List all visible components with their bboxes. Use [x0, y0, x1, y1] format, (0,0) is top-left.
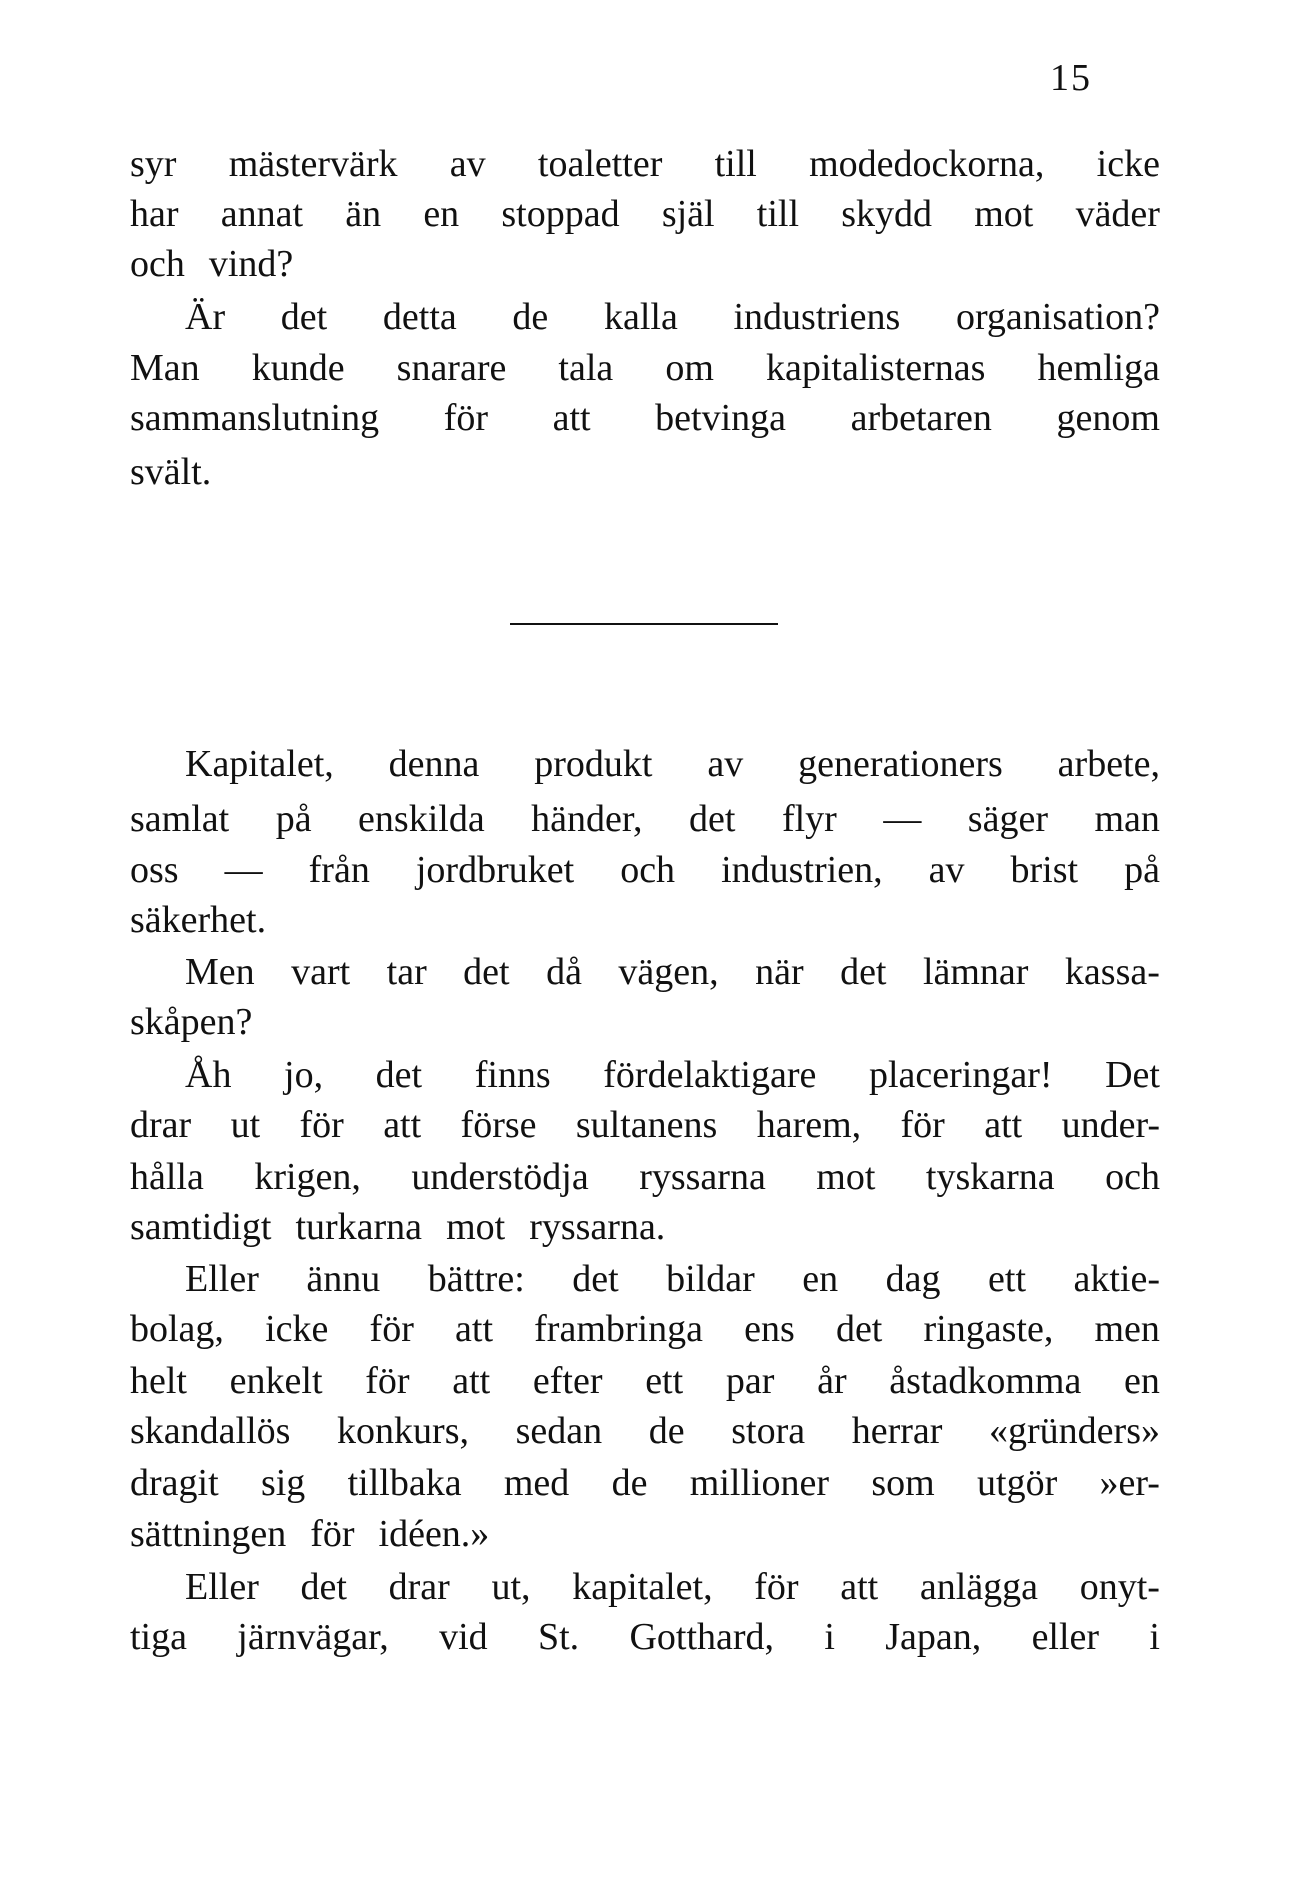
word: lämnar: [922, 951, 1029, 993]
word: St.: [537, 1616, 580, 1658]
word: —: [883, 798, 922, 840]
word: Gotthard,: [629, 1616, 775, 1658]
word: år: [817, 1360, 847, 1402]
word: oss: [130, 849, 179, 891]
text-line: [130, 1456, 1160, 1510]
word: till: [714, 143, 757, 185]
word: mot: [974, 193, 1034, 235]
word: för: [443, 397, 488, 439]
word: skandallös: [130, 1410, 291, 1452]
word: de: [611, 1462, 648, 1504]
word: detta: [382, 296, 457, 338]
word: i: [1149, 1616, 1160, 1658]
word: jordbruket: [415, 849, 575, 891]
word: man: [1094, 798, 1160, 840]
word: herrar: [851, 1410, 943, 1452]
word: en: [1124, 1360, 1160, 1402]
text-line: [130, 1200, 1160, 1254]
word: konkurs,: [337, 1410, 469, 1452]
text-line: [185, 737, 1160, 791]
word: svält.: [130, 451, 212, 493]
word: tar: [386, 951, 427, 993]
word: en: [423, 193, 460, 235]
text-line: [130, 237, 1160, 291]
word: väder: [1075, 193, 1160, 235]
word: ett: [988, 1258, 1026, 1300]
word: ryssarna: [639, 1156, 766, 1198]
word: att: [840, 1566, 879, 1608]
word: åstadkomma: [889, 1360, 1082, 1402]
text-line: [130, 1150, 1160, 1204]
word: de: [648, 1410, 685, 1452]
text-line: [130, 1507, 1160, 1561]
word: understödja: [411, 1156, 589, 1198]
word: krigen,: [254, 1156, 361, 1198]
word: Är: [185, 296, 226, 338]
word: sedan: [515, 1410, 603, 1452]
word: för: [310, 1513, 355, 1555]
word: «gründers»: [989, 1410, 1160, 1452]
word: Man: [130, 347, 200, 389]
text-line: [130, 792, 1160, 846]
word: det: [689, 798, 736, 840]
text-line: [185, 945, 1160, 999]
word: kapitalet,: [572, 1566, 713, 1608]
word: toaletter: [537, 143, 663, 185]
word: förse: [460, 1104, 537, 1146]
word: säkerhet.: [130, 899, 267, 941]
word: tala: [558, 347, 614, 389]
word: kalla: [603, 296, 678, 338]
word: snarare: [396, 347, 507, 389]
word: för: [900, 1104, 945, 1146]
word: stoppad: [501, 193, 620, 235]
word: mot: [816, 1156, 876, 1198]
word: harem,: [756, 1104, 862, 1146]
text-line: [130, 1610, 1160, 1664]
word: under-: [1061, 1104, 1160, 1146]
word: brist: [1010, 849, 1079, 891]
section-divider: [510, 623, 778, 625]
word: placeringar!: [868, 1054, 1053, 1096]
word: arbetaren: [850, 397, 992, 439]
text-line: [130, 995, 1160, 1049]
word: sultanens: [575, 1104, 718, 1146]
word: skydd: [841, 193, 933, 235]
word: arbete,: [1057, 743, 1160, 785]
word: aktie-: [1073, 1258, 1160, 1300]
word: ryssarna.: [529, 1206, 666, 1248]
word: kapitalisternas: [765, 347, 986, 389]
word: millioner: [689, 1462, 830, 1504]
word: Eller: [185, 1566, 259, 1608]
word: på: [1124, 849, 1160, 891]
word: av: [707, 743, 744, 785]
word: tillbaka: [347, 1462, 462, 1504]
word: betvinga: [655, 397, 786, 439]
word: bildar: [666, 1258, 755, 1300]
text-line: [130, 1098, 1160, 1152]
word: kunde: [251, 347, 345, 389]
word: denna: [388, 743, 480, 785]
word: hålla: [130, 1156, 204, 1198]
word: att: [984, 1104, 1023, 1146]
word: fördelaktigare: [603, 1054, 817, 1096]
word: en: [802, 1258, 839, 1300]
word: som: [871, 1462, 935, 1504]
text-line: [130, 1302, 1160, 1356]
word: ringaste,: [923, 1308, 1054, 1350]
word: samtidigt: [130, 1206, 272, 1248]
word: det: [375, 1054, 423, 1096]
word: helt: [130, 1360, 187, 1402]
word: frambringa: [534, 1308, 703, 1350]
word: järnvägar,: [237, 1616, 389, 1658]
text-line: [130, 341, 1160, 395]
word: från: [308, 849, 370, 891]
word: icke: [265, 1308, 329, 1350]
page-number: 15: [1050, 57, 1092, 99]
text-line: [130, 391, 1160, 445]
text-line: [185, 1048, 1160, 1102]
word: för: [299, 1104, 344, 1146]
word: det: [463, 951, 510, 993]
word: Eller: [185, 1258, 259, 1300]
word: flyr: [781, 798, 837, 840]
word: kassa-: [1064, 951, 1160, 993]
word: och: [620, 849, 676, 891]
word: vind?: [208, 243, 294, 285]
word: drar: [388, 1566, 450, 1608]
word: industrien,: [721, 849, 883, 891]
word: eller: [1031, 1616, 1100, 1658]
word: sammanslutning: [130, 397, 380, 439]
word: idéen.»: [378, 1513, 490, 1555]
text-line: [130, 445, 1160, 499]
word: dag: [885, 1258, 941, 1300]
text-line: [130, 843, 1160, 897]
word: har: [130, 193, 179, 235]
word: »er-: [1099, 1462, 1160, 1504]
text-line: [185, 1560, 1160, 1614]
text-line: [185, 1252, 1160, 1306]
word: Men: [185, 951, 255, 993]
word: och: [130, 243, 185, 285]
word: turkarna: [295, 1206, 423, 1248]
word: på: [275, 798, 312, 840]
text-line: [130, 1354, 1160, 1408]
word: enkelt: [229, 1360, 323, 1402]
word: drar: [130, 1104, 192, 1146]
word: stora: [731, 1410, 806, 1452]
word: —: [224, 849, 263, 891]
word: par: [725, 1360, 775, 1402]
word: i: [824, 1616, 835, 1658]
word: av: [928, 849, 965, 891]
word: att: [383, 1104, 422, 1146]
word: då: [546, 951, 582, 993]
word: ut,: [491, 1566, 531, 1608]
word: Det: [1105, 1054, 1160, 1096]
word: de: [512, 296, 549, 338]
word: vart: [291, 951, 351, 993]
word: Japan,: [885, 1616, 982, 1658]
word: vägen,: [618, 951, 719, 993]
word: Åh: [185, 1054, 232, 1096]
word: samlat: [130, 798, 230, 840]
word: mästervärk: [228, 143, 398, 185]
text-line: [130, 1404, 1160, 1458]
word: sig: [260, 1462, 306, 1504]
word: ens: [744, 1308, 795, 1350]
word: för: [365, 1360, 410, 1402]
word: än: [345, 193, 382, 235]
word: utgör: [977, 1462, 1058, 1504]
word: ut: [230, 1104, 261, 1146]
word: enskilda: [358, 798, 485, 840]
word: onyt-: [1079, 1566, 1160, 1608]
word: och: [1105, 1156, 1160, 1198]
word: annat: [220, 193, 304, 235]
word: icke: [1096, 143, 1160, 185]
word: själ: [661, 193, 715, 235]
word: det: [840, 951, 887, 993]
word: det: [835, 1308, 883, 1350]
word: till: [756, 193, 800, 235]
word: ännu: [306, 1258, 381, 1300]
text-line: [130, 893, 1160, 947]
word: för: [754, 1566, 799, 1608]
word: efter: [532, 1360, 603, 1402]
text-line: [130, 137, 1160, 191]
word: hemliga: [1037, 347, 1160, 389]
word: att: [552, 397, 591, 439]
word: Kapitalet,: [185, 743, 334, 785]
word: dragit: [130, 1462, 219, 1504]
word: när: [755, 951, 804, 993]
word: bättre:: [427, 1258, 525, 1300]
word: ett: [645, 1360, 684, 1402]
word: det: [300, 1566, 347, 1608]
word: att: [452, 1360, 491, 1402]
word: bolag,: [130, 1308, 224, 1350]
word: generationers: [798, 743, 1003, 785]
word: syr: [130, 143, 177, 185]
word: för: [369, 1308, 414, 1350]
word: skåpen?: [130, 1001, 253, 1043]
word: organisation?: [955, 296, 1160, 338]
word: det: [280, 296, 328, 338]
word: händer,: [531, 798, 643, 840]
word: jo,: [284, 1054, 324, 1096]
text-line: [185, 290, 1160, 344]
word: genom: [1056, 397, 1160, 439]
text-line: [130, 187, 1160, 241]
word: sättningen: [130, 1513, 287, 1555]
word: modedockorna,: [809, 143, 1045, 185]
word: tiga: [130, 1616, 187, 1658]
word: med: [503, 1462, 570, 1504]
word: det: [572, 1258, 619, 1300]
word: produkt: [534, 743, 653, 785]
word: mot: [446, 1206, 506, 1248]
word: industriens: [733, 296, 901, 338]
word: men: [1094, 1308, 1160, 1350]
word: finns: [474, 1054, 551, 1096]
word: av: [449, 143, 486, 185]
word: säger: [967, 798, 1048, 840]
word: att: [455, 1308, 493, 1350]
word: tyskarna: [925, 1156, 1055, 1198]
word: om: [665, 347, 714, 389]
word: anlägga: [919, 1566, 1039, 1608]
word: vid: [439, 1616, 488, 1658]
